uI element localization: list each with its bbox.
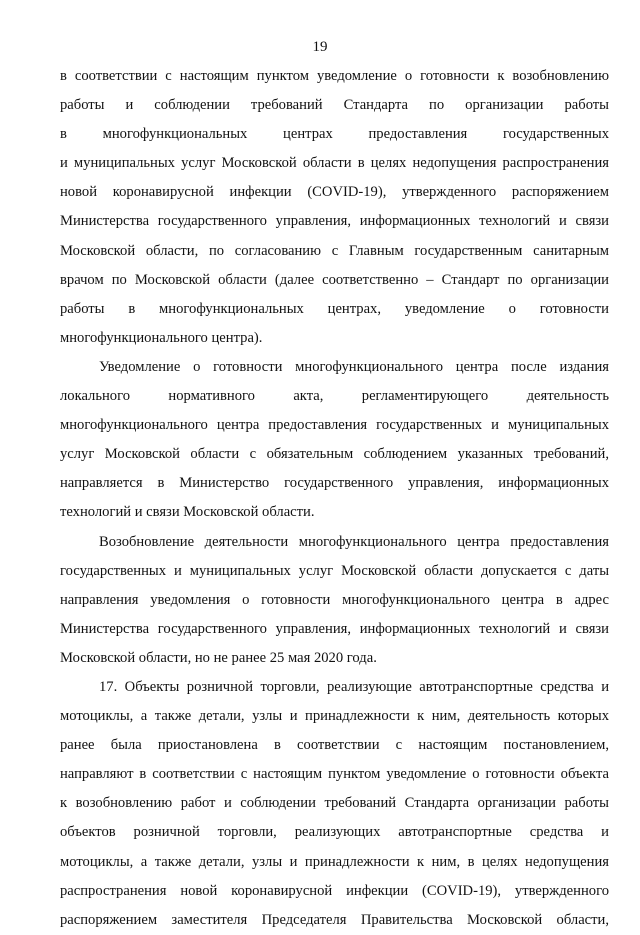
text-line: объектов розничной торговли, реализующих автотранспортные средства и bbox=[60, 824, 609, 841]
text-line: мотоциклы, а также детали, узлы и принадлежности к ним, в целях недопущения bbox=[60, 853, 609, 870]
text-line: Уведомление о готовности многофункционального центра после издания bbox=[99, 358, 609, 375]
text-line: направления уведомления о готовности многофункционального центра в адрес bbox=[60, 591, 609, 608]
text-line: многофункционального центра). bbox=[60, 329, 263, 346]
page-number: 19 bbox=[312, 39, 328, 55]
text-line: мотоциклы, а также детали, узлы и принадлежности к ним, деятельность которых bbox=[60, 708, 609, 725]
text-line: Министерства государственного управления, информационных технологий и связи bbox=[60, 213, 609, 230]
text-line: локального нормативного акта, регламентирующего деятельность bbox=[60, 388, 609, 405]
text-line: к возобновлению работ и соблюдении требований Стандарта организации работы bbox=[60, 795, 609, 812]
text-line: в соответствии с настоящим пунктом уведомление о готовности к возобновлению bbox=[60, 68, 609, 84]
text-line: работы и соблюдении требований Стандарта по организации работы bbox=[60, 97, 609, 114]
text-line: Министерства государственного управления, информационных технологий и связи bbox=[60, 620, 609, 637]
text-line: услуг Московской области с обязательным соблюдением указанных требований, bbox=[60, 446, 609, 463]
text-line: новой коронавирусной инфекции (COVID-19), утвержденного распоряжением bbox=[60, 184, 609, 201]
text-line: направляют в соответствии с настоящим пунктом уведомление о готовности объекта bbox=[60, 766, 609, 783]
text-line: в многофункциональных центрах предоставления государственных bbox=[60, 126, 609, 143]
text-line: распространения новой коронавирусной инфекции (COVID-19), утвержденного bbox=[60, 882, 609, 899]
text-line: и муниципальных услуг Московской области в целях недопущения распространения bbox=[60, 155, 609, 172]
text-line: 17. Объекты розничной торговли, реализующие автотранспортные средства и bbox=[99, 678, 609, 695]
text-line: работы в многофункциональных центрах, уведомление о готовности bbox=[60, 300, 609, 317]
text-line: многофункционального центра предоставления государственных и муниципальных bbox=[60, 417, 609, 434]
text-line: направляется в Министерство государственного управления, информационных bbox=[60, 475, 609, 492]
text-line: Московской области, но не ранее 25 мая 2020 года. bbox=[60, 649, 377, 666]
text-line: ранее была приостановлена в соответствии с настоящим постановлением, bbox=[60, 737, 609, 754]
text-line: распоряжением заместителя Председателя Правительства Московской области, bbox=[60, 911, 609, 928]
text-line: врачом по Московской области (далее соответственно – Стандарт по организации bbox=[60, 271, 609, 288]
body-text bbox=[60, 62, 609, 935]
text-line: Московской области, по согласованию с Главным государственным санитарным bbox=[60, 242, 609, 259]
text-line: технологий и связи Московской области. bbox=[60, 504, 315, 521]
text-line: государственных и муниципальных услуг Московской области допускается с даты bbox=[60, 562, 609, 579]
text-line: Возобновление деятельности многофункционального центра предоставления bbox=[99, 533, 609, 550]
